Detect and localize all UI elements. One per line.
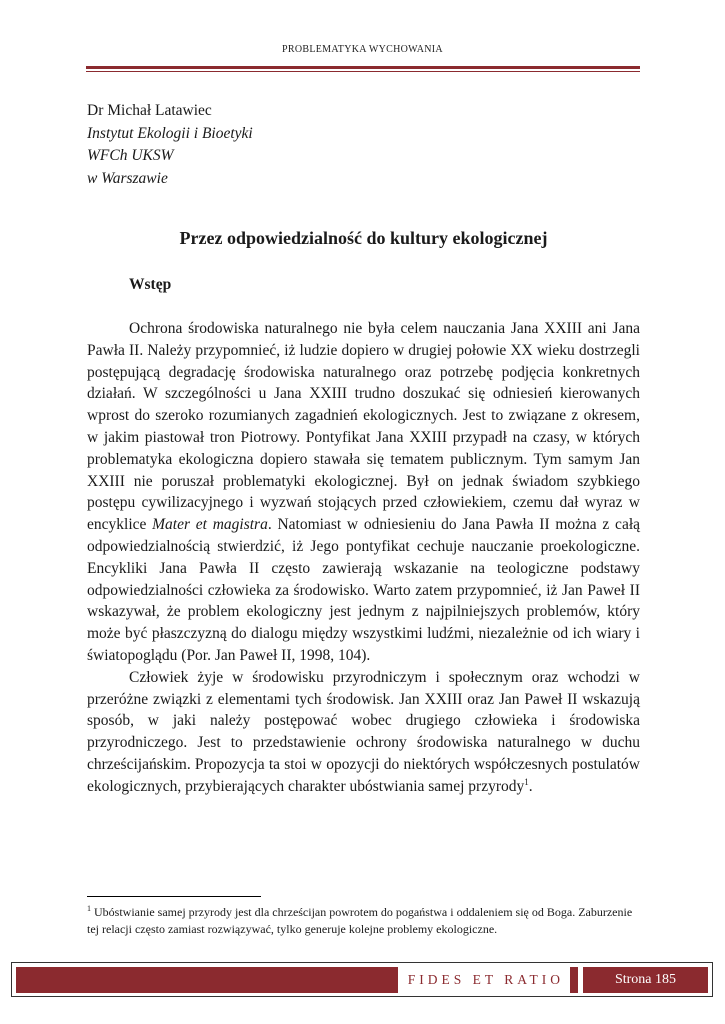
paragraph-1-text-b: . Natomiast w odniesieniu do Jana Pawła II można z całą odpowiedzialnością stwierdzić, iż Jego pontyfikat cechuje nauczanie proekologiczne. Encykliki Jana Pawła II często zawierają wskazanie na teologiczne podstawy odpowiedzialności człowieka za środowisko. Warto zatem przypomnieć, iż Jan Paweł II wskazywał, że problem ekologiczny jest jednym z najpilniejszych problemów, który może być płaszczyzną do dialogu między wszystkimi ludźmi, niezależnie od ich wiary i światopoglądu (Por. Jan Paweł II, 1998, 104). [87, 516, 641, 664]
encyclical-title: Mater et magistra [152, 516, 268, 534]
footer-motto-wrap [16, 967, 578, 993]
footnote-text: Ubóstwianie samej przyrody jest dla chrześcijan powrotem do pogaństwa i oddaleniem się od Boga. Zaburzenie tej relacji często zamiast rozwiązywać, tylko generuje kolejne problemy ekologiczne. [87, 905, 633, 936]
paragraph-2-end: . [528, 777, 533, 795]
page-number: Strona 185 [583, 967, 708, 993]
paragraph-1-text-a: Ochrona środowiska naturalnego nie była celem nauczania Jana XXIII ani Jana Pawła II. Należy przypomnieć, iż ludzie dopiero w drugiej połowie XX wieku dostrzegli postępującą degradację środowiska naturalnego oraz potrzebę podjęcia konkretnych działań. W szczególności u Jana XXIII trudno doszukać się odniesień kierowanych wprost do szeroko rozumianych zagadnień ekologicznych. Jest to związane z okresem, w jakim piastował tron Piotrowy. Pontyfikat Jana XXIII przypadł na czasy, w których problematyka ekologiczna dopiero stawała się tematem publicznym. Tym samym Jan XXIII nie poruszał problematyki ekologicznej. Był on jednak świadom szybkiego postępu cywilizacyjnego i wyzwań stojących przed człowiekiem, czemu dał wyraz w encyklice [87, 320, 640, 534]
author-name: Dr Michał Latawiec [87, 102, 212, 119]
author-block [87, 100, 253, 190]
author-institute: Instytut Ekologii i Bioetyki [87, 124, 253, 142]
footnote-number: 1 [87, 904, 91, 913]
footnote [87, 904, 640, 938]
footnote-reference[interactable]: 1 [524, 776, 529, 787]
header-rule-thin [86, 71, 640, 72]
header-rule-thick [86, 66, 640, 69]
footnote-separator [87, 896, 261, 897]
paragraph-2 [87, 667, 640, 798]
author-faculty: WFCh UKSW [87, 147, 174, 164]
article-body [87, 318, 640, 798]
section-heading: Wstęp [129, 276, 172, 293]
paragraph-1 [87, 318, 640, 667]
paragraph-2-text: Człowiek żyje w środowisku przyrodniczym i społecznym oraz wchodzi w przeróżne związki z elementami tych środowisk. Jan XXIII oraz Jan Paweł II wskazują sposób, w jaki należy postępować wobec drugiego człowieka i środowiska przyrodniczego. Jest to przedstawienie ochrony środowiska naturalnego w duchu chrześcijańskim. Propozycja ta stoi w opozycji do niektórych współczesnych postulatów ekologicznych, przybierających charakter ubóstwiania samej przyrody [87, 668, 640, 795]
footer-motto: FIDES ET RATIO [398, 967, 570, 993]
author-city: w Warszawie [87, 169, 168, 187]
article-title: Przez odpowiedzialność do kultury ekologicznej [179, 228, 548, 248]
running-header: PROBLEMATYKA WYCHOWANIA [282, 44, 443, 55]
